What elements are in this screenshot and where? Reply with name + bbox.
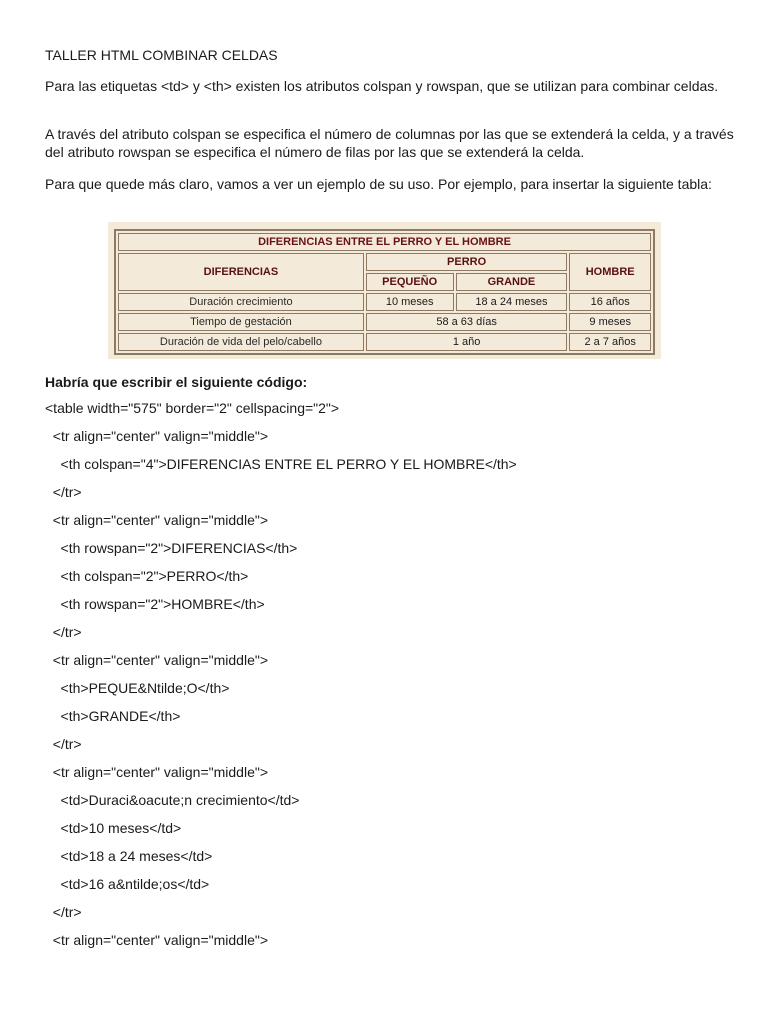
code-line: </tr> [45, 736, 82, 752]
header-grande: GRANDE [456, 273, 568, 291]
cell-hombre: 9 meses [569, 313, 651, 331]
code-line: <td>18 a 24 meses</td> [45, 848, 213, 864]
row-label: Duración de vida del pelo/cabello [118, 333, 364, 351]
code-heading: Habría que escribir el siguiente código: [45, 374, 308, 390]
document-title: TALLER HTML COMBINAR CELDAS [45, 47, 278, 63]
row-label: Duración crecimiento [118, 293, 364, 311]
code-line: <tr align="center" valign="middle"> [45, 512, 269, 528]
code-line: <th>PEQUE&Ntilde;O</th> [45, 680, 230, 696]
code-line: </tr> [45, 624, 82, 640]
code-line: <td>16 a&ntilde;os</td> [45, 876, 210, 892]
code-line: </tr> [45, 904, 82, 920]
cell-hombre: 16 años [569, 293, 651, 311]
code-line: <td>10 meses</td> [45, 820, 182, 836]
code-line: </tr> [45, 484, 82, 500]
cell-perro: 58 a 63 días [366, 313, 568, 331]
paragraph-intro: Para las etiquetas <td> y <th> existen los atributos colspan y rowspan, que se utilizan para combinar celdas. [45, 78, 719, 94]
header-diferencias: DIFERENCIAS [118, 253, 364, 291]
table-row [118, 313, 651, 331]
paragraph-example-intro: Para que quede más claro, vamos a ver un ejemplo de su uso. Por ejemplo, para insertar la siguiente tabla: [45, 176, 712, 192]
row-label: Tiempo de gestación [118, 313, 364, 331]
code-line: <th colspan="2">PERRO</th> [45, 568, 249, 584]
code-line: <tr align="center" valign="middle"> [45, 428, 269, 444]
example-table-figure [108, 222, 661, 359]
code-line: <th rowspan="2">HOMBRE</th> [45, 596, 265, 612]
code-line: <td>Duraci&oacute;n crecimiento</td> [45, 792, 300, 808]
code-line: <th rowspan="2">DIFERENCIAS</th> [45, 540, 298, 556]
code-line: <tr align="center" valign="middle"> [45, 652, 269, 668]
header-pequeno: PEQUEÑO [366, 273, 454, 291]
table-row [118, 333, 651, 351]
code-line: <tr align="center" valign="middle"> [45, 764, 269, 780]
cell-grande: 18 a 24 meses [456, 293, 568, 311]
code-line: <th colspan="4">DIFERENCIAS ENTRE EL PERRO Y EL HOMBRE</th> [45, 456, 517, 472]
code-line: <th>GRANDE</th> [45, 708, 181, 724]
table-caption: DIFERENCIAS ENTRE EL PERRO Y EL HOMBRE [118, 233, 651, 251]
header-perro: PERRO [366, 253, 568, 271]
code-line: <tr align="center" valign="middle"> [45, 932, 269, 948]
example-table [114, 229, 655, 355]
paragraph-colspan-rowspan: A través del atributo colspan se especifica el número de columnas por las que se extenderá la celda, y a través del atributo rowspan se especifica el número de filas por las que se extenderá la celda. [45, 126, 734, 160]
cell-hombre: 2 a 7 años [569, 333, 651, 351]
code-line: <table width="575" border="2" cellspacing="2"> [45, 400, 340, 416]
header-hombre: HOMBRE [569, 253, 651, 291]
cell-pequeno: 10 meses [366, 293, 454, 311]
table-row [118, 293, 651, 311]
cell-perro: 1 año [366, 333, 568, 351]
